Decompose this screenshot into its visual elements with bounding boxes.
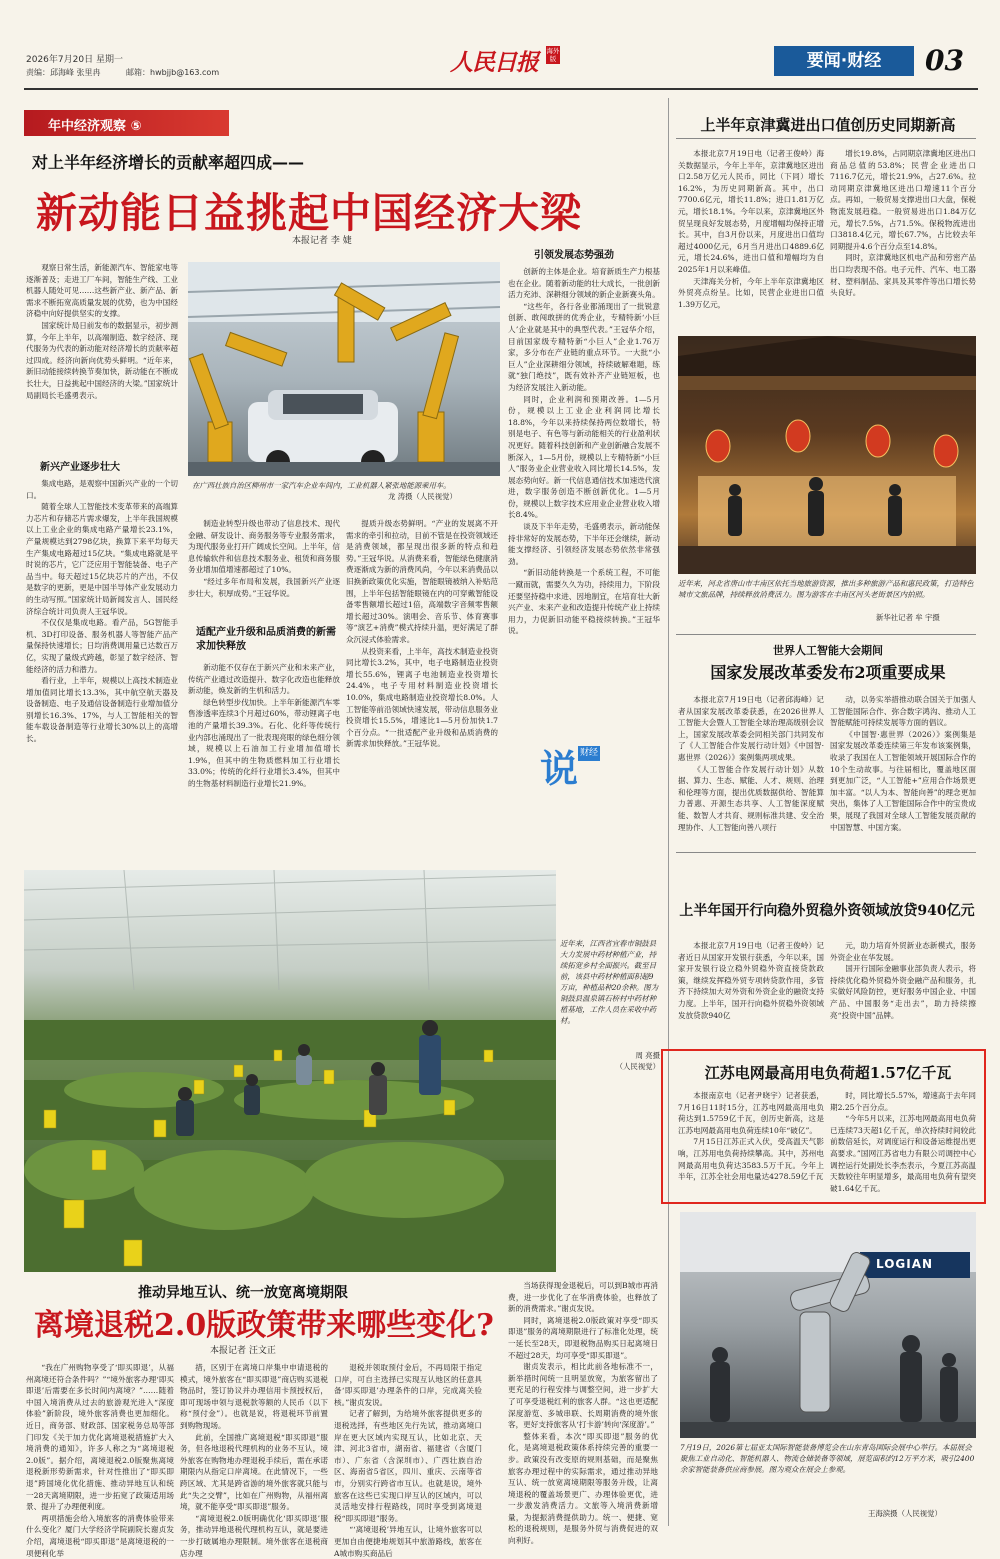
rule	[676, 852, 976, 853]
right2-col2	[830, 694, 976, 844]
photo3-credit: 王海滨摄（人民视觉）	[868, 1509, 942, 1518]
paragraph: 天津海关分析，今年上半年京津冀地区外贸亮点纷呈。比如，民营企业进出口值1.39万亿元，	[678, 276, 824, 309]
paragraph: 观察日常生活，新能源汽车、智能家电等逐渐普及；走进工厂车间，智能生产线、工业机器人随处可见……这些新产业、新产品、新需求不断拓宽高质量发展的优势，也为中国经济稳中向好提供坚实的支撑。	[26, 263, 178, 319]
main-byline: 本报记者 李 婕	[292, 236, 352, 246]
paragraph: 整体来看，本次“即买即退”服务的优化，是离境退税政策体系持续完善的重要一步。政策没有改变原的规则基础，而是聚焦旅客办理过程中的实际需求，通过推动异地互认、统一放宽离境期限等服务升级，让离境退税的覆盖场景更广、办理体验更优，进一步激发消费活力。文旅等入境消费新增量，为提振消费提供助力。统一、便捷、宽松的退税规则，是服务外贸与消费促进的双向利好。	[508, 1431, 658, 1546]
right4-col2	[830, 1090, 976, 1198]
paragraph: 从投资来看，上半年，高技术制造业投资同比增长3.2%，其中，电子电路制造业投资增长55.6%，锂离子电池制造业投资增长24.4%，电子专用材料制造业投资增长10.0%，集成电路制造业投资增长8.0%。人工智能等前沿领域快速发展，带动信息服务业投资增长15.5%，增速比1—5月份加快1.7个百分点。“一批适配产业升级和品质消费的新需求加快释放。”王冠华说。	[346, 646, 498, 749]
paragraph: 本报北京7月19日电（记者王俊岭）海关数据显示，今年上半年，京津冀地区进出口2.58万亿元人民币，同比（下同）增长16.2%，为历史同期新高。其中，出口7700.6亿元，增长11.8%；进口1.81万亿元，增长18.1%。今年以来，京津冀地区外贸呈现良好发展态势，月度增幅均保持正增长。其中，自3月份以来，月度进出口值均超过4000亿元，6月当月进出口4889.6亿元，增长24.6%，进出口值和增幅均为自2025年1月以来峰值。	[678, 149, 824, 274]
logo-badge: 海外版	[546, 47, 560, 63]
paragraph: 新动能不仅存在于新兴产业和未来产业，传统产业通过改造提升、数字化改造也能释放新动能，焕发新的生机和活力。	[188, 663, 340, 696]
paragraph: 《人工智能合作发展行动计划》从数据、算力、生态、赋能、人才、规则、治理和伦理等方面，提出优质数据供给、智能算力普惠、开源生态共享、人工智能深度赋能、数智人才共育、规则标准共建、安全治理协作、人工智能向善八项行	[678, 764, 824, 832]
paragraph: 创新的主体是企业。培育新质生产力根基也在企业。随着新动能的壮大成长，一批创新活力充沛、深耕细分领域的新企业新赛头角。	[508, 267, 660, 300]
right4-col1	[678, 1090, 824, 1198]
paragraph: 提质升级态势鲜明。“产业的发展离不开需求的牵引和拉动，目前不管是在投资领域还是消费领域，都呈现出很多新的特点和趋势。”王冠华说。从消费来看，智能绿色健康消费逐渐成为新的消费风尚，今年以来消费品以旧换新政策优化实施，智能眼镜被纳入补贴范围，上半年包括智能眼镜在内的可穿戴智能设备零售额增长超过1倍，高端数字音频零售额增长超过30%。演唱会、音乐节、体育赛事等“演艺+消费”模式持续升温，更好满足了群众沉浸式体验需求。	[346, 519, 498, 644]
logo-text: 人民日报	[450, 49, 538, 76]
paragraph: 退税并领取预付金后，不再局限于指定口岸，可自主选择已实现互认地区的任意具备‘即买即退’办理条件的口岸，完成离关验核。”谢贞发说。	[334, 1363, 482, 1407]
bottom-headline: 离境退税2.0版政策带来哪些变化?	[34, 1308, 494, 1343]
photo-expo	[680, 1212, 976, 1438]
bottom-col4	[508, 1280, 658, 1546]
paragraph: “经过多年布局和发展，我国新兴产业逐步壮大，积厚成势。”王冠华说。	[188, 576, 340, 598]
subheading-lead: 引领发展态势强劲	[534, 250, 614, 261]
main-col1-lower	[26, 478, 178, 858]
paragraph: 《中国智·惠世界（2026）》案例集是国家发展改革委连续第三年发布该案例集，收录了我国在人工智能领域开展国际合作的10个生动故事。与往届相比，覆盖地区面到更加广泛，“人工智能+”应用合作场景更加丰富。“以人为本、智能向善”的理念更加突出，集体了人工智能国际合作中的宝贵成果，展现了我国对全球人工智能发展贡献的中国智慧、中国方案。	[830, 729, 976, 832]
newspaper-logo	[450, 44, 560, 78]
series-tag	[24, 110, 229, 136]
old-street-illustration	[678, 336, 976, 574]
paragraph: 国家统计局日前发布的数据显示，初步测算，今年上半年，以高端制造、数字经济、现代服务为代表的新动能对经济增长的贡献率超过四成。经济向新向优势头鲜明。“近年来，新旧动能接续转换节奏加快，新动能在不断成长壮大，日益挑起中国经济的大梁。”国家统计局副局长毛盛勇表示。	[26, 320, 178, 400]
masthead	[0, 0, 1000, 98]
right1-col2	[830, 148, 976, 338]
photo1-credit: 龙 涛摄（人民视觉）	[388, 492, 457, 501]
photo-robot-workshop	[188, 262, 500, 476]
paragraph: 谢贞发表示，相比此前各地标准不一，新举措时间统一且明显放宽，为旅客留出了更充足的行程安排与调整空间，进一步扩大了可享受退税红利的旅客人群。“这也更适配深度游览、多城串联、长周期消费的境外旅客，更好支持旅客从‘打卡游’转向‘深度游’。”	[508, 1362, 658, 1430]
paragraph: 制造业转型升级也带动了信息技术、现代金融、研发设计、商务服务等专业服务需求，为现代服务业打开广阔成长空间。上半年，信息传输软件和信息技术服务业、租赁和商务服务业增加值增速都超过了10%。	[188, 519, 340, 575]
paragraph: “今年5月以来，江苏电网最高用电负荷已连续73天超1亿千瓦，单次持续时间较此前数倍延长，对调度运行和设备运维提出更高要求。”国网江苏省电力有限公司调控中心调控运行处副处长李杰表示，今夏江苏高温天数较往年明显增多，最高用电负荷有望突破1.64亿千瓦。	[830, 1114, 976, 1193]
photo1-caption: 在广西壮族自治区柳州市一家汽车企业车间内，工业机器人紧张地能源乘用车。	[192, 481, 451, 490]
column-divider	[668, 98, 669, 1526]
paragraph: 绿色转型步伐加快。上半年新能源汽车零售渗透率连续3个月超过60%，带动锂离子电池的产量增长39.3%。石化、化纤等传统行业内部也涌现出了一批表现亮眼的绿色细分领域，规模以上石油加工行业增加值增长1.9%，但其中的生物质燃料加工行业增长33.0%；传统的化纤行业增长3.4%，但其中的生物基材料制造行业增长21.9%。	[188, 697, 340, 788]
main-headline: 新动能日益挑起中国经济大梁	[36, 189, 582, 237]
paragraph: 时，同比增长5.57%，增速高于去年同期2.25个百分点。	[830, 1091, 976, 1112]
page-number: 03	[925, 44, 964, 77]
right4-title: 江苏电网最高用电负荷超1.57亿千瓦	[704, 1064, 952, 1082]
bottom-col2	[180, 1362, 328, 1558]
paragraph: 国开行国际金融事业部负责人表示，将持续优化稳外贸稳外资金融产品和服务，扎实做好风险防控，更好服务中国企业、中国产品、中国服务“走出去”，助力持续擦亮“投资中国”品牌。	[830, 964, 976, 1020]
paragraph: 措，区别于在离境口岸集中申请退税的模式，境外旅客在“即买即退”商店购买退税物品时，签订协议并办理信用卡预授权后，即可现场申领与退税款等额的人民币（以下称“预付金”）。也就是说，将退税环节前置到购物现场。	[180, 1363, 328, 1430]
bottom-col1	[26, 1362, 174, 1558]
email: 邮箱：hwbjjb@163.com	[126, 68, 220, 77]
series-tag-text: 年中经济观察 ⑤	[48, 119, 142, 134]
expo-banner-text: LOGIAN	[876, 1257, 934, 1271]
right1-title: 上半年京津冀进出口值创历史同期新高	[700, 116, 956, 134]
photo2-credit: 周 亮摄 （人民视觉）	[615, 1051, 660, 1071]
right3-col1	[678, 940, 824, 1040]
photo2-caption: 近年来，江西省宜春市铜鼓县大力发展中药材种植产业，持续拓宽乡村全面振兴。截至目前，该县中药材种植面积超9万亩，种植品种20余种。图为铜鼓县温泉镇石桥村中药材种植基地，工作人员在采收中药材。	[560, 939, 659, 1025]
paragraph: 元，助力培育外贸新业态新模式，服务外资企业在华发展。	[830, 941, 976, 962]
paragraph: 谈及下半年走势，毛盛勇表示，新动能保持非常好的发展态势，下半年还会继续，新动能支撑经济、引领经济发展态势依然非常强劲。	[508, 522, 660, 566]
masthead-rule	[24, 88, 978, 90]
paragraph: 集成电路，是观察中国新兴产业的一个切口。	[26, 479, 178, 500]
right1-photo-caption: 近年来，河北省唐山市丰南区依托当地旅游资源，推出多种旅游产品和惠民政策，打造特色城市文旅品牌，持续释放消费活力。图为游客在丰南区河头老街景区内拍照。	[678, 579, 974, 599]
paragraph: 本报北京7月19日电（记者邱海峰）记者从国家发展改革委获悉，在2026世界人工智能大会暨人工智能全球治理高级别会议上，国家发展改革委会同相关部门共同发布了《人工智能合作发展行动计划》《中国智·惠世界（2026）》案例集两项成果。	[678, 695, 824, 762]
greenhouse-illustration	[24, 870, 556, 1272]
bottom-kicker: 推动异地互认、统一放宽离境期限	[138, 1285, 348, 1301]
paragraph: 不仅仅是集成电路。看产品，5G智能手机、3D打印设备、服务机器人等智能产品产量保持快速增长；日均消费调用量已达数百万亿，实现了量级式跨越，彰显了数字经济、智能经济的活力和潜力。	[26, 618, 178, 674]
photo-old-street	[678, 336, 976, 574]
paragraph: 动，以务实举措推动联合国关于加强人工智能国际合作、弥合数字鸿沟、推动人工智能赋能可持续发展等方面的倡议。	[830, 695, 976, 728]
main-col4	[508, 266, 660, 736]
right2-col1	[678, 694, 824, 844]
right3-title: 上半年国开行向稳外贸稳外资领域放贷940亿元	[679, 903, 975, 919]
subheading-upgrade: 适配产业升级和品质消费的新需求加快释放	[196, 627, 336, 652]
bottom-byline: 本报记者 汪文正	[210, 1346, 276, 1356]
paragraph: “离境退税2.0版明确优化‘即买即退’服务，推动异地退税代理机构互认，就是要进一步打破属地办理限制。境外旅客在退税商店办理	[180, 1513, 328, 1558]
issue-date: 2026年7月20日 星期一	[26, 55, 123, 65]
paragraph: “‘离境退税’异地互认，让境外旅客可以更加自由便捷地规划其中旅游路线，旅客在A城市购买商品后	[334, 1525, 482, 1558]
paragraph: 本报南京电（记者尹晓宇）记者获悉，7月16日11时15分，江苏电网最高用电负荷达到1.5759亿千瓦，创历史新高，这是江苏电网最高用电负荷连续10年“破亿”。	[678, 1091, 824, 1135]
paragraph: 随着全球人工智能技术变革带来的高端算力芯片和存储芯片需求爆发，上半年我国规模以上工业企业的集成电路产量增长23.1%，产量规模达到2798亿块，换算下来平均每天生产集成电路超过15亿块。“集成电路就是平时说的芯片，它广泛应用于智能装备、电子产品当中。每天超过15亿块芯片的产出，不仅是数字的更新，更是中国半导体产业发展动力的生动写照。”国家统计局新闻发言人、国民经济综合统计司负责人王冠华说。	[26, 502, 178, 616]
main-col2-upper	[188, 518, 340, 618]
right1-photo-credit: 新华社记者 牟 宇摄	[876, 613, 940, 622]
paragraph: 此前，全国推广离境退税“即买即退”服务，但各地退税代理机构的业务不互认，境外旅客在购物地办理退税手续后，需在承诺期限内从指定口岸离境。在此情况下，一些跨区域、尤其是跨省游的境外旅客就只能与此“失之交臂”，比如在广州购物，从福州离境，就不能享受“即买即退”服务。	[180, 1432, 328, 1512]
bottom-col3	[334, 1362, 482, 1558]
paragraph: 看行业，上半年，规模以上高技术制造业增加值同比增长13.3%，其中航空航天器及设备制造、电子及通信设备制造行业增加值分别增长16.3%、17%，与人工智能相关的智能车载设备制造等行业增长30%以上的高增长。	[26, 676, 178, 744]
subheading-new-industries: 新兴产业逐步壮大	[40, 462, 120, 473]
paragraph: 本报北京7月19日电（记者王俊岭）记者近日从国家开发银行获悉，今年以来，国家开发银行设立稳外贸稳外资直接贷款政策，继续发挥稳外贸专项转贷款作用，多管齐下持续加大对外资和外资企业的融资支持力度。上半年，国开行向稳外贸稳外资领域发放贷款940亿	[678, 941, 824, 1020]
right1-col1	[678, 148, 824, 338]
rule	[676, 634, 976, 635]
shuo-caijing-logo	[540, 740, 620, 791]
section-label: 要闻·财经	[774, 46, 914, 76]
rule	[676, 138, 976, 139]
right2-title: 国家发展改革委发布2项重要成果	[710, 663, 946, 682]
editors: 责编：邱海峰 张里冉	[26, 68, 101, 77]
paragraph: 同时，京津冀地区机电产品和劳密产品出口均表现不俗。电子元件、汽车、电工器材、塑料制品、家具及其零件等出口增长势头良好。	[830, 253, 976, 298]
paragraph: 同时，离境退税2.0版政策对享受“即买即退”服务的离境期限进行了标准化处理，统一延长至28天，即退税物品购买日起离境日不超过28天，均可享受“即买即退”。	[508, 1315, 658, 1360]
paragraph: 两项措施会给入境旅客的消费体验带来什么变化？厦门大学经济学院副院长谢贞发介绍，离境退税“即买即退”是离境退税的一项便利化举	[26, 1513, 174, 1558]
paragraph: “这些年，各行各业都涌现出了一批锐意创新、敢闯敢拼的优秀企业，专精特新‘小巨人’企业就是其中的典型代表。”王冠华介绍，目前国家级专精特新“小巨人”企业1.76万家，多分布在产业链的重点环节。一大批“小巨人”企业深耕细分领域，持续破解难题，练就“独门绝技”，既有效补齐产业链短板，也为经济发展注入新动能。	[508, 301, 660, 392]
paragraph: 7月15日江苏正式入伏，受高温天气影响，江苏用电负荷持续攀高。其中，苏州电网最高用电负荷达3583.5万千瓦。今年上半年，江苏全社会用电量达4278.59亿千瓦	[678, 1137, 824, 1182]
main-kicker: 对上半年经济增长的贡献率超四成——	[32, 153, 305, 172]
photo-greenhouse	[24, 870, 556, 1272]
paragraph: 增长19.8%，占同期京津冀地区进出口商品总值的53.8%；民营企业进出口7116.7亿元，增长21.9%，占27.6%。拉动同期京津冀地区进出口增速11个百分点。再如，一般贸易支撑进出口大盘，保税物流发展趋稳。一般贸易进出口1.84万亿元，增长7.5%，占71.5%。保税物流进出口3818.4亿元，增长67.7%，占比较去年同期提升4.6个百分点至14.8%。	[830, 149, 976, 251]
expo-illustration	[680, 1212, 976, 1438]
main-col1-upper	[26, 262, 178, 450]
shuo-glyph: 说	[540, 747, 579, 791]
photo3-caption: 7月19日，2026第七届亚太国际智能装备博览会在山东青岛国际会展中心举行。本届展会聚焦工业自动化、智能机器人、物流仓储装备等领域，展览面积约12万平方米，吸引2400余家智能装备供应商参展。图为观众在展会上参观。	[680, 1443, 975, 1474]
paragraph: “新旧动能转换是一个系统工程，不可能一蹴而就，需要久久为功，持续用力，下阶段还要坚持稳中求进、因地制宜，在培育壮大新兴产业、未来产业和改造提升传统产业上持续用力，力促新旧动能平稳接续转换。”王冠华说。	[508, 568, 660, 636]
right3-col2	[830, 940, 976, 1040]
paragraph: 同时，企业利润和预期改善。1—5月份，规模以上工业企业利润同比增长18.8%，今年以来持续保持两位数增长，特别是电子、有色等与新动能相关的行业盈利状况更好。随着科技创新和产业创新融合发展不断深入，1—5月份，规模以上专精特新“小巨人”服务业企业营业收入同比增长14.5%，发展态势向好。新一代信息通信技术加速迭代演进，数字服务创造不断创新优化。1—5月份，规模以上数字技术应用业企业营业收入增长8.4%。	[508, 394, 660, 520]
caijing-badge: 财经	[578, 746, 600, 761]
robot-illustration	[188, 262, 500, 476]
right2-kicker: 世界人工智能大会期间	[773, 644, 883, 657]
paragraph: 当场获得现金退税后，可以到B城市再消费，进一步优化了在华消费体验，也释放了新的消费需求。”谢贞发说。	[508, 1281, 658, 1314]
paragraph: “我在广州购物享受了‘即买即退’，从福州离境还符合条件吗？”“境外旅客办理‘即买即退’后需要在多长时间内离境？”……随着中国入境消费从过去的旅游观光进入“深度体验”新阶段，境外旅客消费也更加细化。近日，商务部、财政部、国家税务总局等部门印发《关于加力优化离境退税措施扩大入境消费的通知》，许多人称之为“离境退税2.0版”。据介绍，离境退税2.0版聚焦离境退税新形势新需求，针对性推出了“即买即退”跨国境化优化措施、推动异地互认和统一28天离境期限，进一步拓宽了政策适用场景、提升了办理便利度。	[26, 1363, 174, 1512]
paragraph: 记者了解到，为给境外旅客提供更多的退税选择，有些地区先行先试，推动离境口岸在更大区域内实现互认，比如北京、天津、河北3省市，湖南省、福建省（含厦门市）、广东省（含深圳市）、广西壮族自治区、海南省5省区，四川、重庆、云南等省市，分别实行跨省市互认。也就是说，境外旅客在这些已实现口岸互认的区域内，可以灵活地安排行程路线，同时享受到离境退税“即买即退”服务。	[334, 1409, 482, 1523]
main-col3	[346, 518, 498, 858]
main-col2-lower	[188, 662, 340, 858]
